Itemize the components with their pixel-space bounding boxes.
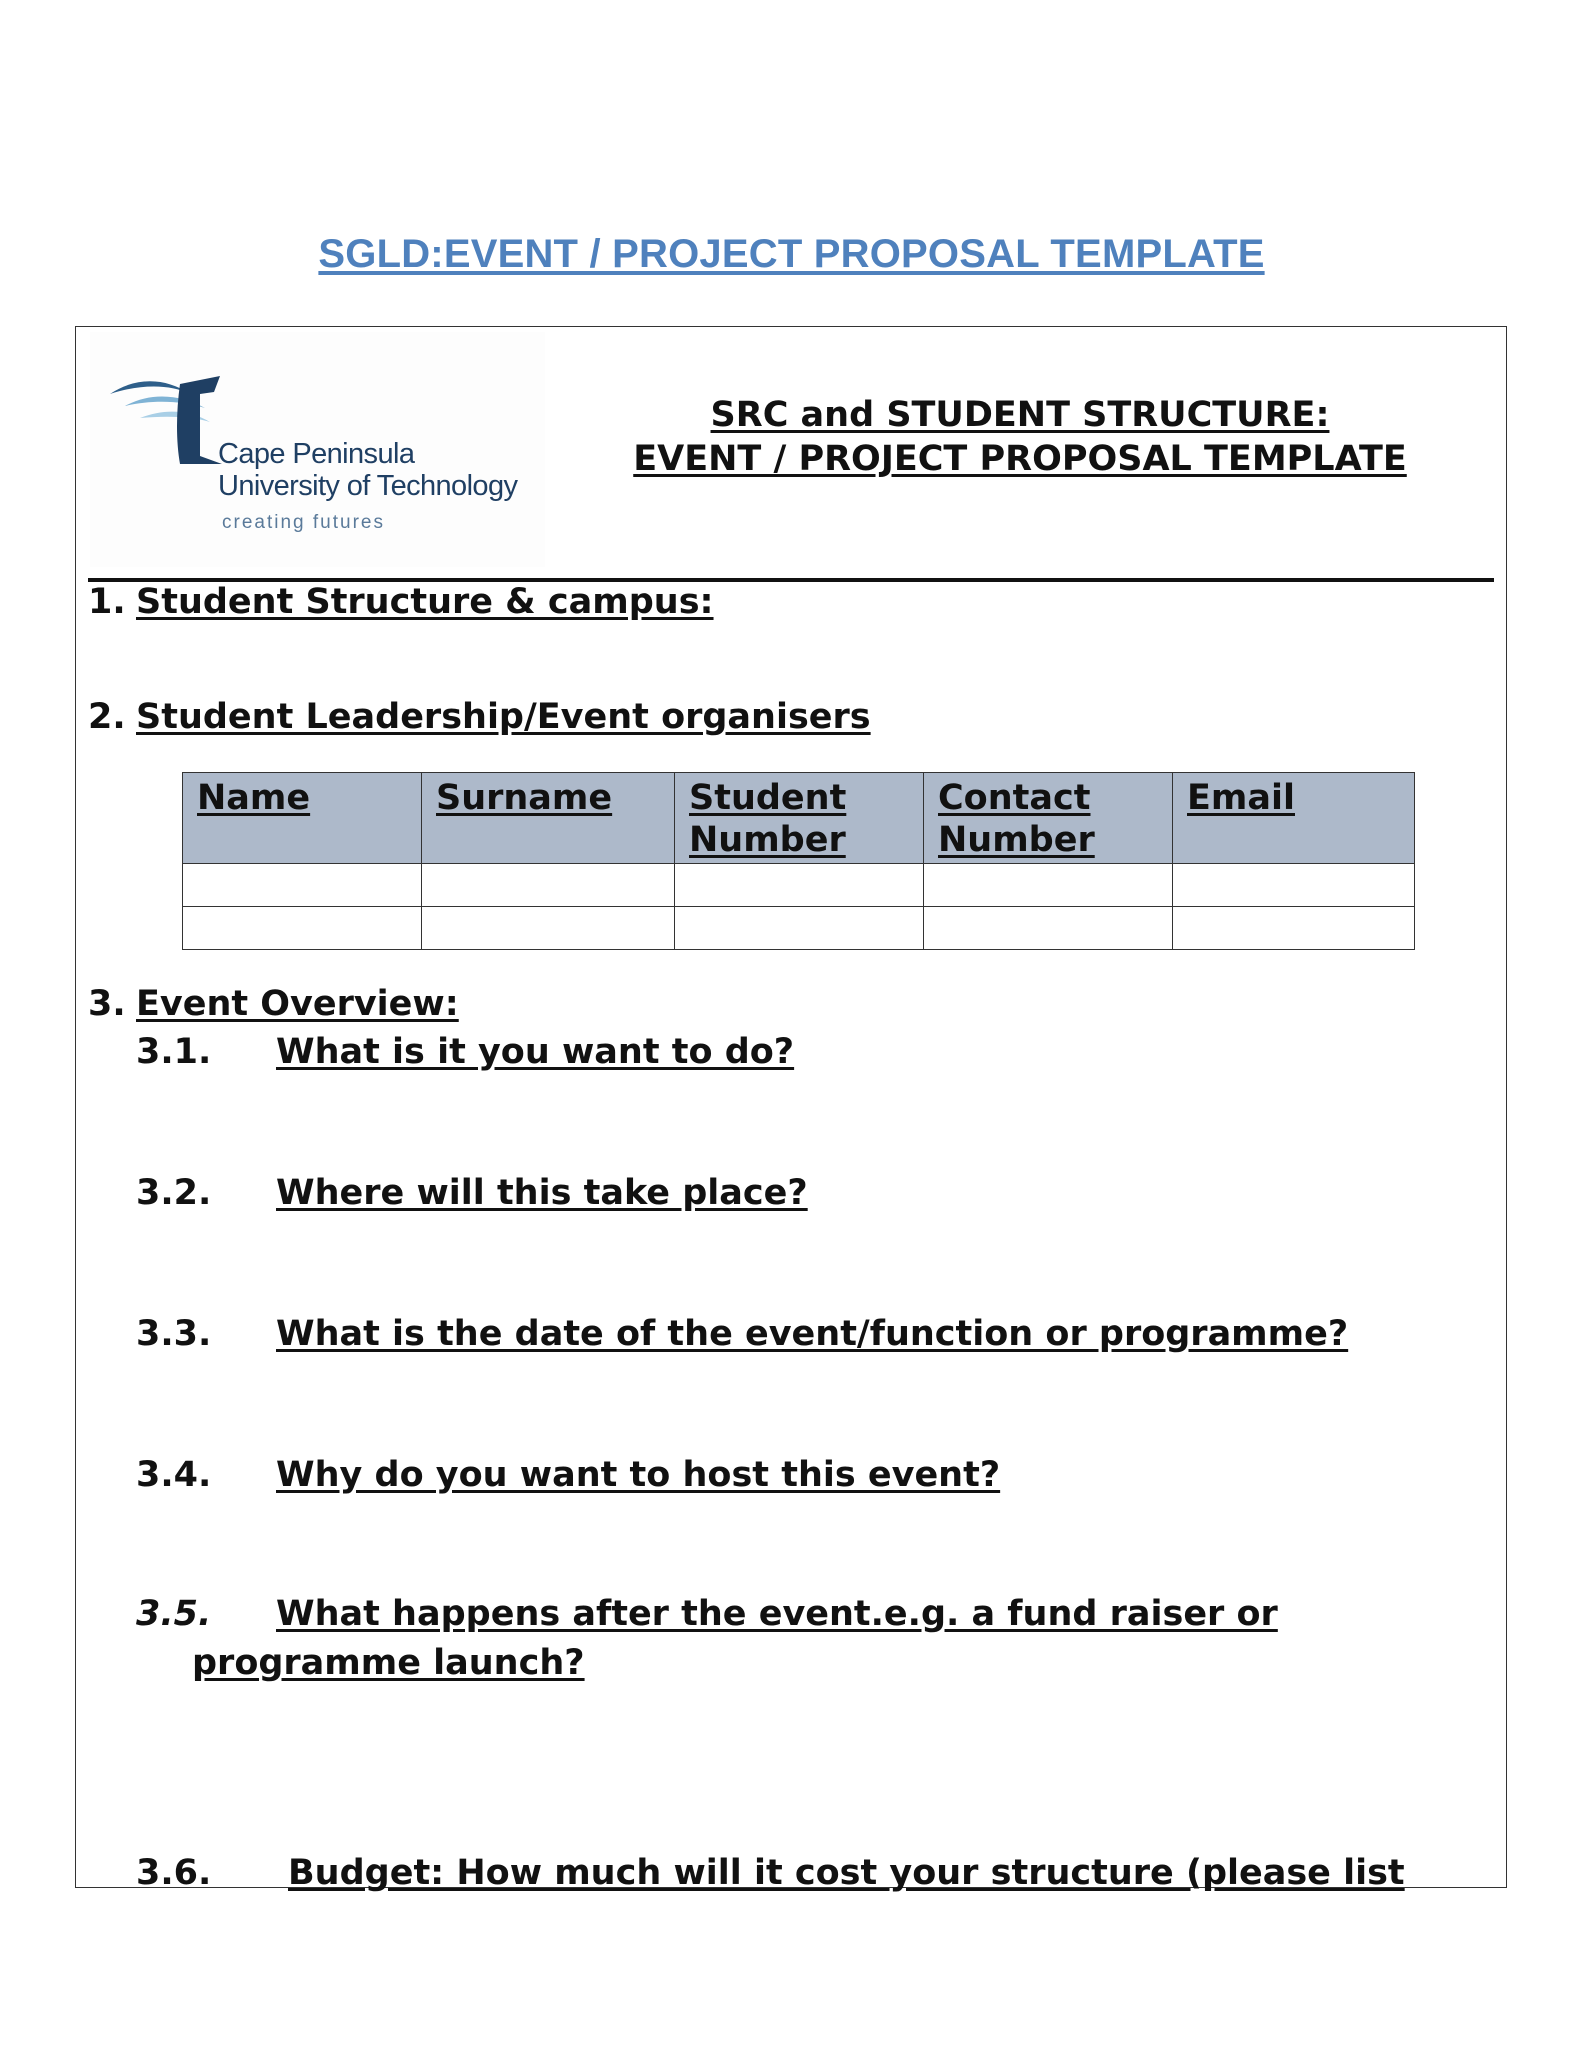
table-cell-surname[interactable]	[422, 864, 675, 907]
section-label: Student Structure & campus:	[136, 582, 714, 622]
logo-wave-icon	[110, 372, 230, 482]
question-number: 3.6.	[136, 1853, 212, 1893]
section-number: 3.	[88, 984, 126, 1024]
section-organisers	[88, 697, 871, 737]
question-number: 3.5.	[136, 1594, 212, 1634]
question-3-2	[136, 1173, 808, 1213]
logo-tagline: creating futures	[222, 512, 385, 533]
header-line2: EVENT / PROJECT PROPOSAL TEMPLATE	[633, 439, 1407, 479]
question-text: What happens after the event.e.g. a fund raiser or	[276, 1594, 1278, 1634]
table-row	[183, 864, 1415, 907]
section-number: 2.	[88, 697, 126, 737]
table-cell-email[interactable]	[1173, 907, 1415, 950]
question-text: What is it you want to do?	[276, 1032, 795, 1072]
question-text-line2: programme launch?	[192, 1643, 585, 1683]
question-3-5	[136, 1594, 1278, 1634]
question-text: Where will this take place?	[276, 1173, 808, 1213]
logo-name-line2: University of Technology	[218, 470, 518, 502]
table-cell-contact-number[interactable]	[924, 907, 1173, 950]
table-cell-name[interactable]	[183, 907, 422, 950]
table-cell-name[interactable]	[183, 864, 422, 907]
section-event-overview	[88, 984, 459, 1024]
question-text: Why do you want to host this event?	[276, 1455, 1001, 1495]
form-header	[600, 393, 1440, 481]
table-cell-contact-number[interactable]	[924, 864, 1173, 907]
table-header-row	[183, 773, 1415, 864]
section-number: 1.	[88, 582, 126, 622]
question-text: What is the date of the event/function or programme?	[276, 1314, 1349, 1354]
header-line1: SRC and STUDENT STRUCTURE:	[710, 395, 1330, 435]
document-title: SGLD:EVENT / PROJECT PROPOSAL TEMPLATE	[318, 232, 1265, 276]
question-3-1	[136, 1032, 794, 1072]
question-number: 3.4.	[136, 1455, 212, 1495]
question-3-6	[136, 1853, 1405, 1893]
column-header-surname: Surname	[422, 773, 675, 864]
logo-name-line1: Cape Peninsula	[218, 438, 415, 470]
column-header-contact-number: Contact Number	[924, 773, 1173, 864]
section-label: Student Leadership/Event organisers	[136, 697, 871, 737]
question-text: Budget: How much will it cost your structure (please list	[288, 1853, 1405, 1893]
question-3-4	[136, 1455, 1000, 1495]
question-3-5-continuation	[192, 1643, 585, 1683]
table-cell-surname[interactable]	[422, 907, 675, 950]
question-number: 3.1.	[136, 1032, 212, 1072]
question-number: 3.3.	[136, 1314, 212, 1354]
question-number: 3.2.	[136, 1173, 212, 1213]
university-logo	[90, 332, 545, 567]
table-cell-email[interactable]	[1173, 864, 1415, 907]
question-3-3	[136, 1314, 1348, 1354]
column-header-student-number: Student Number	[675, 773, 924, 864]
column-header-email: Email	[1173, 773, 1415, 864]
column-header-name: Name	[183, 773, 422, 864]
table-cell-student-number[interactable]	[675, 907, 924, 950]
section-label: Event Overview:	[136, 984, 459, 1024]
organisers-table	[182, 772, 1415, 950]
table-row	[183, 907, 1415, 950]
section-student-structure	[88, 582, 714, 622]
table-cell-student-number[interactable]	[675, 864, 924, 907]
